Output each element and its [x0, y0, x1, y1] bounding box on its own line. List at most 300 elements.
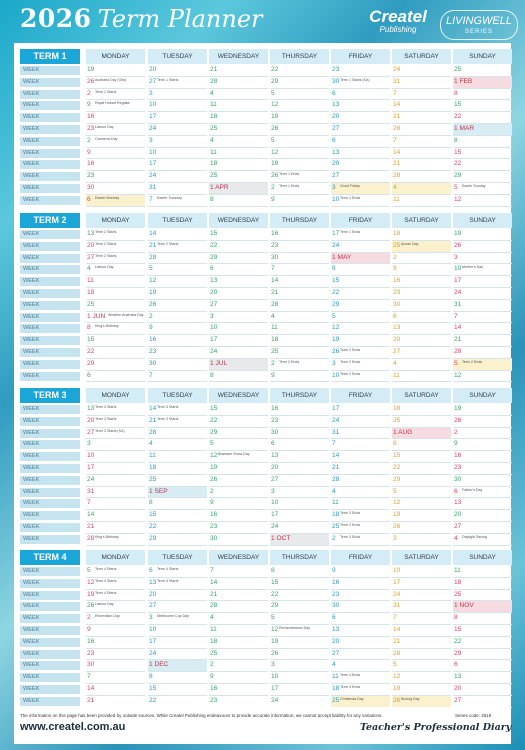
day-cell[interactable] — [86, 229, 145, 241]
day-cell[interactable] — [209, 439, 268, 451]
day-cell[interactable] — [270, 416, 329, 428]
day-cell[interactable] — [86, 613, 145, 625]
day-cell[interactable] — [148, 463, 207, 475]
day-cell[interactable] — [331, 195, 390, 207]
day-cell[interactable] — [86, 312, 145, 324]
day-cell[interactable] — [331, 159, 390, 171]
day-cell[interactable] — [209, 684, 268, 696]
day-cell[interactable] — [86, 439, 145, 451]
day-cell[interactable] — [331, 475, 390, 487]
day-cell[interactable] — [270, 159, 329, 171]
day-cell[interactable] — [86, 463, 145, 475]
day-cell[interactable] — [392, 439, 451, 451]
day-cell[interactable] — [453, 288, 512, 300]
day-cell[interactable] — [270, 660, 329, 672]
day-cell[interactable] — [331, 534, 390, 546]
day-cell[interactable] — [86, 77, 145, 89]
day-cell[interactable] — [331, 136, 390, 148]
day-cell[interactable] — [86, 510, 145, 522]
day-cell[interactable] — [148, 487, 207, 499]
day-cell[interactable] — [453, 451, 512, 463]
day-cell[interactable] — [86, 136, 145, 148]
day-cell[interactable] — [392, 112, 451, 124]
day-cell[interactable] — [331, 672, 390, 684]
day-cell[interactable] — [392, 498, 451, 510]
day-cell[interactable] — [270, 578, 329, 590]
day-cell[interactable] — [209, 590, 268, 602]
day-cell[interactable] — [148, 578, 207, 590]
day-cell[interactable] — [392, 463, 451, 475]
day-cell[interactable] — [270, 136, 329, 148]
day-cell[interactable] — [331, 288, 390, 300]
day-cell[interactable] — [270, 487, 329, 499]
day-cell[interactable] — [148, 672, 207, 684]
day-cell[interactable] — [86, 264, 145, 276]
day-cell[interactable] — [86, 253, 145, 265]
day-cell[interactable] — [270, 183, 329, 195]
day-cell[interactable] — [392, 89, 451, 101]
day-cell[interactable] — [331, 439, 390, 451]
day-cell[interactable] — [209, 183, 268, 195]
day-cell[interactable] — [209, 578, 268, 590]
day-cell[interactable] — [148, 637, 207, 649]
day-cell[interactable] — [148, 136, 207, 148]
day-cell[interactable] — [148, 347, 207, 359]
day-cell[interactable] — [209, 253, 268, 265]
day-cell[interactable] — [331, 183, 390, 195]
day-cell[interactable] — [148, 451, 207, 463]
day-cell[interactable] — [148, 416, 207, 428]
day-cell[interactable] — [453, 404, 512, 416]
day-cell[interactable] — [270, 475, 329, 487]
day-cell[interactable] — [453, 498, 512, 510]
day-cell[interactable] — [392, 241, 451, 253]
day-cell[interactable] — [270, 439, 329, 451]
day-cell[interactable] — [392, 335, 451, 347]
day-cell[interactable] — [209, 428, 268, 440]
day-cell[interactable] — [392, 229, 451, 241]
day-cell[interactable] — [453, 696, 512, 708]
day-cell[interactable] — [392, 148, 451, 160]
day-cell[interactable] — [331, 578, 390, 590]
day-cell[interactable] — [209, 463, 268, 475]
day-cell[interactable] — [148, 684, 207, 696]
day-cell[interactable] — [148, 195, 207, 207]
day-cell[interactable] — [148, 300, 207, 312]
day-cell[interactable] — [148, 253, 207, 265]
day-cell[interactable] — [270, 625, 329, 637]
day-cell[interactable] — [331, 487, 390, 499]
day-cell[interactable] — [86, 359, 145, 371]
day-cell[interactable] — [392, 65, 451, 77]
day-cell[interactable] — [209, 124, 268, 136]
day-cell[interactable] — [392, 566, 451, 578]
day-cell[interactable] — [86, 534, 145, 546]
day-cell[interactable] — [453, 578, 512, 590]
day-cell[interactable] — [270, 77, 329, 89]
day-cell[interactable] — [270, 241, 329, 253]
day-cell[interactable] — [453, 112, 512, 124]
day-cell[interactable] — [392, 195, 451, 207]
day-cell[interactable] — [453, 439, 512, 451]
day-cell[interactable] — [270, 649, 329, 661]
day-cell[interactable] — [148, 183, 207, 195]
day-cell[interactable] — [86, 276, 145, 288]
day-cell[interactable] — [392, 77, 451, 89]
day-cell[interactable] — [86, 696, 145, 708]
day-cell[interactable] — [331, 649, 390, 661]
day-cell[interactable] — [270, 89, 329, 101]
day-cell[interactable] — [209, 534, 268, 546]
day-cell[interactable] — [270, 510, 329, 522]
day-cell[interactable] — [331, 300, 390, 312]
day-cell[interactable] — [453, 65, 512, 77]
day-cell[interactable] — [270, 590, 329, 602]
day-cell[interactable] — [209, 136, 268, 148]
day-cell[interactable] — [331, 590, 390, 602]
day-cell[interactable] — [86, 89, 145, 101]
day-cell[interactable] — [392, 300, 451, 312]
day-cell[interactable] — [148, 89, 207, 101]
day-cell[interactable] — [148, 439, 207, 451]
day-cell[interactable] — [209, 637, 268, 649]
day-cell[interactable] — [148, 696, 207, 708]
day-cell[interactable] — [209, 312, 268, 324]
day-cell[interactable] — [86, 100, 145, 112]
day-cell[interactable] — [270, 171, 329, 183]
day-cell[interactable] — [392, 183, 451, 195]
day-cell[interactable] — [148, 601, 207, 613]
day-cell[interactable] — [270, 288, 329, 300]
day-cell[interactable] — [331, 148, 390, 160]
day-cell[interactable] — [86, 498, 145, 510]
day-cell[interactable] — [453, 637, 512, 649]
day-cell[interactable] — [209, 475, 268, 487]
day-cell[interactable] — [86, 335, 145, 347]
day-cell[interactable] — [331, 112, 390, 124]
day-cell[interactable] — [270, 323, 329, 335]
day-cell[interactable] — [392, 590, 451, 602]
day-cell[interactable] — [86, 124, 145, 136]
day-cell[interactable] — [270, 696, 329, 708]
day-cell[interactable] — [453, 566, 512, 578]
day-cell[interactable] — [209, 696, 268, 708]
day-cell[interactable] — [86, 428, 145, 440]
day-cell[interactable] — [148, 534, 207, 546]
day-cell[interactable] — [148, 510, 207, 522]
day-cell[interactable] — [331, 451, 390, 463]
day-cell[interactable] — [331, 323, 390, 335]
day-cell[interactable] — [453, 159, 512, 171]
day-cell[interactable] — [453, 601, 512, 613]
day-cell[interactable] — [86, 475, 145, 487]
day-cell[interactable] — [270, 148, 329, 160]
day-cell[interactable] — [209, 195, 268, 207]
day-cell[interactable] — [86, 625, 145, 637]
day-cell[interactable] — [148, 124, 207, 136]
day-cell[interactable] — [270, 613, 329, 625]
day-cell[interactable] — [453, 253, 512, 265]
day-cell[interactable] — [331, 660, 390, 672]
day-cell[interactable] — [148, 590, 207, 602]
day-cell[interactable] — [392, 371, 451, 383]
day-cell[interactable] — [270, 404, 329, 416]
day-cell[interactable] — [453, 660, 512, 672]
day-cell[interactable] — [331, 253, 390, 265]
day-cell[interactable] — [148, 229, 207, 241]
day-cell[interactable] — [270, 335, 329, 347]
day-cell[interactable] — [331, 312, 390, 324]
day-cell[interactable] — [392, 534, 451, 546]
day-cell[interactable] — [86, 288, 145, 300]
day-cell[interactable] — [331, 498, 390, 510]
day-cell[interactable] — [331, 510, 390, 522]
day-cell[interactable] — [453, 276, 512, 288]
day-cell[interactable] — [392, 136, 451, 148]
day-cell[interactable] — [209, 323, 268, 335]
day-cell[interactable] — [392, 451, 451, 463]
day-cell[interactable] — [331, 522, 390, 534]
day-cell[interactable] — [453, 475, 512, 487]
day-cell[interactable] — [148, 100, 207, 112]
day-cell[interactable] — [209, 510, 268, 522]
day-cell[interactable] — [86, 148, 145, 160]
day-cell[interactable] — [270, 100, 329, 112]
day-cell[interactable] — [86, 195, 145, 207]
day-cell[interactable] — [148, 288, 207, 300]
day-cell[interactable] — [86, 649, 145, 661]
day-cell[interactable] — [392, 416, 451, 428]
day-cell[interactable] — [331, 463, 390, 475]
day-cell[interactable] — [270, 428, 329, 440]
day-cell[interactable] — [86, 637, 145, 649]
day-cell[interactable] — [209, 498, 268, 510]
day-cell[interactable] — [209, 566, 268, 578]
day-cell[interactable] — [453, 229, 512, 241]
day-cell[interactable] — [331, 229, 390, 241]
day-cell[interactable] — [392, 359, 451, 371]
day-cell[interactable] — [209, 359, 268, 371]
day-cell[interactable] — [270, 124, 329, 136]
day-cell[interactable] — [86, 566, 145, 578]
day-cell[interactable] — [148, 475, 207, 487]
day-cell[interactable] — [270, 229, 329, 241]
day-cell[interactable] — [331, 65, 390, 77]
day-cell[interactable] — [331, 696, 390, 708]
day-cell[interactable] — [86, 159, 145, 171]
day-cell[interactable] — [270, 534, 329, 546]
day-cell[interactable] — [270, 522, 329, 534]
day-cell[interactable] — [453, 359, 512, 371]
day-cell[interactable] — [209, 264, 268, 276]
day-cell[interactable] — [453, 487, 512, 499]
day-cell[interactable] — [453, 613, 512, 625]
day-cell[interactable] — [453, 590, 512, 602]
day-cell[interactable] — [209, 65, 268, 77]
day-cell[interactable] — [453, 649, 512, 661]
day-cell[interactable] — [86, 323, 145, 335]
day-cell[interactable] — [86, 171, 145, 183]
day-cell[interactable] — [453, 625, 512, 637]
day-cell[interactable] — [86, 684, 145, 696]
day-cell[interactable] — [270, 498, 329, 510]
day-cell[interactable] — [392, 124, 451, 136]
day-cell[interactable] — [148, 171, 207, 183]
day-cell[interactable] — [392, 253, 451, 265]
day-cell[interactable] — [392, 347, 451, 359]
day-cell[interactable] — [453, 416, 512, 428]
day-cell[interactable] — [331, 264, 390, 276]
day-cell[interactable] — [392, 264, 451, 276]
day-cell[interactable] — [209, 347, 268, 359]
day-cell[interactable] — [148, 112, 207, 124]
day-cell[interactable] — [209, 77, 268, 89]
day-cell[interactable] — [392, 510, 451, 522]
day-cell[interactable] — [148, 159, 207, 171]
day-cell[interactable] — [331, 335, 390, 347]
day-cell[interactable] — [331, 625, 390, 637]
day-cell[interactable] — [270, 300, 329, 312]
day-cell[interactable] — [148, 649, 207, 661]
day-cell[interactable] — [331, 124, 390, 136]
day-cell[interactable] — [148, 148, 207, 160]
day-cell[interactable] — [270, 347, 329, 359]
day-cell[interactable] — [86, 112, 145, 124]
day-cell[interactable] — [392, 672, 451, 684]
day-cell[interactable] — [453, 124, 512, 136]
day-cell[interactable] — [392, 613, 451, 625]
day-cell[interactable] — [392, 522, 451, 534]
day-cell[interactable] — [270, 312, 329, 324]
day-cell[interactable] — [392, 649, 451, 661]
day-cell[interactable] — [392, 578, 451, 590]
day-cell[interactable] — [270, 253, 329, 265]
day-cell[interactable] — [270, 463, 329, 475]
day-cell[interactable] — [453, 371, 512, 383]
day-cell[interactable] — [270, 451, 329, 463]
day-cell[interactable] — [270, 566, 329, 578]
day-cell[interactable] — [148, 335, 207, 347]
day-cell[interactable] — [209, 159, 268, 171]
day-cell[interactable] — [331, 601, 390, 613]
day-cell[interactable] — [209, 601, 268, 613]
day-cell[interactable] — [270, 112, 329, 124]
day-cell[interactable] — [392, 323, 451, 335]
day-cell[interactable] — [392, 696, 451, 708]
day-cell[interactable] — [270, 672, 329, 684]
day-cell[interactable] — [392, 288, 451, 300]
day-cell[interactable] — [86, 578, 145, 590]
day-cell[interactable] — [331, 416, 390, 428]
day-cell[interactable] — [148, 359, 207, 371]
day-cell[interactable] — [209, 89, 268, 101]
day-cell[interactable] — [453, 672, 512, 684]
day-cell[interactable] — [209, 404, 268, 416]
day-cell[interactable] — [270, 276, 329, 288]
day-cell[interactable] — [331, 359, 390, 371]
day-cell[interactable] — [331, 347, 390, 359]
day-cell[interactable] — [209, 451, 268, 463]
day-cell[interactable] — [392, 171, 451, 183]
day-cell[interactable] — [148, 276, 207, 288]
day-cell[interactable] — [331, 428, 390, 440]
day-cell[interactable] — [209, 112, 268, 124]
day-cell[interactable] — [86, 300, 145, 312]
day-cell[interactable] — [270, 264, 329, 276]
day-cell[interactable] — [148, 264, 207, 276]
day-cell[interactable] — [148, 312, 207, 324]
day-cell[interactable] — [392, 684, 451, 696]
day-cell[interactable] — [392, 428, 451, 440]
day-cell[interactable] — [209, 672, 268, 684]
day-cell[interactable] — [331, 566, 390, 578]
day-cell[interactable] — [453, 195, 512, 207]
day-cell[interactable] — [392, 660, 451, 672]
day-cell[interactable] — [148, 566, 207, 578]
day-cell[interactable] — [148, 522, 207, 534]
day-cell[interactable] — [209, 416, 268, 428]
day-cell[interactable] — [331, 371, 390, 383]
day-cell[interactable] — [453, 312, 512, 324]
day-cell[interactable] — [453, 534, 512, 546]
day-cell[interactable] — [148, 241, 207, 253]
day-cell[interactable] — [209, 229, 268, 241]
day-cell[interactable] — [453, 510, 512, 522]
day-cell[interactable] — [86, 65, 145, 77]
day-cell[interactable] — [209, 276, 268, 288]
day-cell[interactable] — [453, 300, 512, 312]
day-cell[interactable] — [392, 487, 451, 499]
day-cell[interactable] — [331, 404, 390, 416]
day-cell[interactable] — [148, 498, 207, 510]
day-cell[interactable] — [148, 65, 207, 77]
day-cell[interactable] — [392, 100, 451, 112]
day-cell[interactable] — [392, 625, 451, 637]
day-cell[interactable] — [453, 77, 512, 89]
day-cell[interactable] — [392, 159, 451, 171]
day-cell[interactable] — [209, 148, 268, 160]
day-cell[interactable] — [270, 371, 329, 383]
day-cell[interactable] — [209, 171, 268, 183]
day-cell[interactable] — [148, 323, 207, 335]
day-cell[interactable] — [86, 590, 145, 602]
day-cell[interactable] — [86, 660, 145, 672]
day-cell[interactable] — [453, 684, 512, 696]
day-cell[interactable] — [453, 323, 512, 335]
day-cell[interactable] — [392, 475, 451, 487]
day-cell[interactable] — [148, 625, 207, 637]
day-cell[interactable] — [453, 463, 512, 475]
day-cell[interactable] — [331, 89, 390, 101]
day-cell[interactable] — [209, 660, 268, 672]
day-cell[interactable] — [209, 300, 268, 312]
day-cell[interactable] — [270, 65, 329, 77]
website-link[interactable]: www.createl.com.au — [20, 721, 126, 733]
day-cell[interactable] — [86, 672, 145, 684]
day-cell[interactable] — [148, 660, 207, 672]
day-cell[interactable] — [453, 136, 512, 148]
day-cell[interactable] — [86, 522, 145, 534]
day-cell[interactable] — [209, 371, 268, 383]
day-cell[interactable] — [392, 601, 451, 613]
day-cell[interactable] — [148, 428, 207, 440]
day-cell[interactable] — [331, 637, 390, 649]
day-cell[interactable] — [209, 288, 268, 300]
day-cell[interactable] — [86, 487, 145, 499]
day-cell[interactable] — [392, 404, 451, 416]
day-cell[interactable] — [453, 522, 512, 534]
day-cell[interactable] — [86, 347, 145, 359]
